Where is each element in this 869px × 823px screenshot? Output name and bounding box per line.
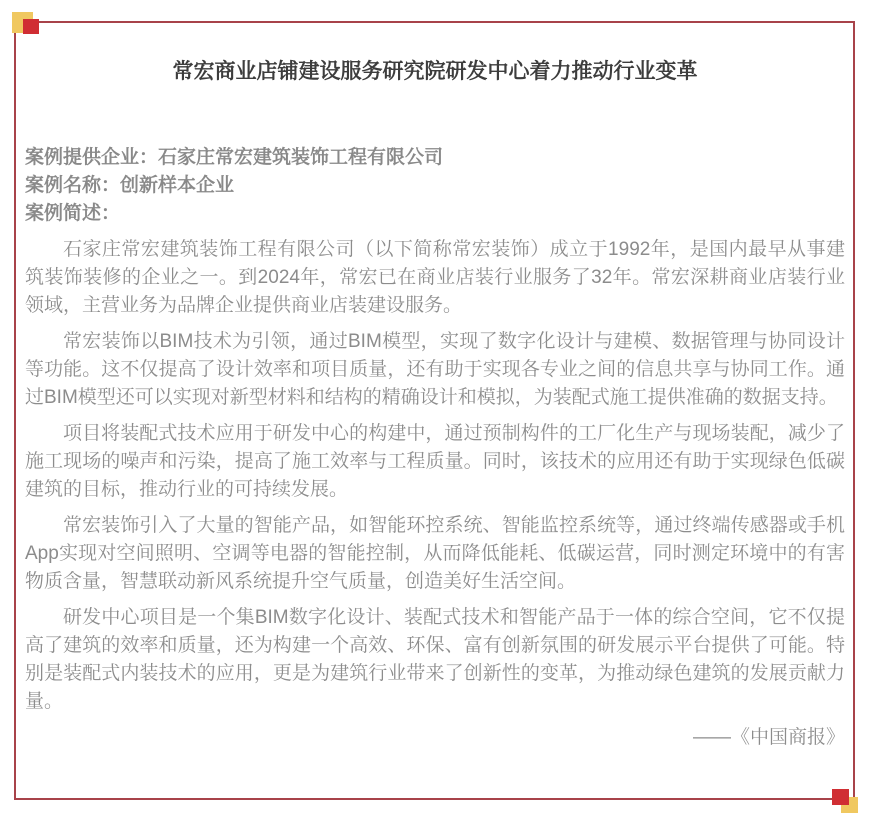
article-content bbox=[25, 58, 845, 752]
case-provider-line: 案例提供企业：石家庄常宏建筑装饰工程有限公司 bbox=[25, 147, 444, 168]
paragraph-company-intro: 石家庄常宏建筑装饰工程有限公司（以下简称常宏装饰）成立于1992年，是国内最早从事建筑装饰装修的企业之一。到2024年，常宏已在商业店装行业服务了32年。常宏深耕商业店装行业领域，主营业务为品牌企业提供商业店装建设服务。 bbox=[25, 239, 845, 316]
case-name-line: 案例名称：创新样本企业 bbox=[25, 175, 235, 196]
corner-red-square-top-left bbox=[23, 19, 39, 34]
corner-red-square-bottom-right bbox=[832, 789, 849, 805]
paragraph-smart-products: 常宏装饰引入了大量的智能产品，如智能环控系统、智能监控系统等，通过终端传感器或手机App实现对空间照明、空调等电器的智能控制，从而降低能耗、低碳运营，同时测定环境中的有害物质含量，智慧联动新风系统提升空气质量，创造美好生活空间。 bbox=[25, 515, 845, 592]
paragraph-bim-technology: 常宏装饰以BIM技术为引领，通过BIM模型，实现了数字化设计与建模、数据管理与协同设计等功能。这不仅提高了设计效率和项目质量，还有助于实现各专业之间的信息共享与协同工作。通过BIM模型还可以实现对新型材料和结构的精确设计和模拟，为装配式施工提供准确的数据支持。 bbox=[25, 331, 845, 408]
paragraph-prefabrication: 项目将装配式技术应用于研发中心的构建中，通过预制构件的工厂化生产与现场装配，减少了施工现场的噪声和污染，提高了施工效率与工程质量。同时，该技术的应用还有助于实现绿色低碳建筑的目标，推动行业的可持续发展。 bbox=[25, 423, 845, 500]
paragraph-rd-center-summary: 研发中心项目是一个集BIM数字化设计、装配式技术和智能产品于一体的综合空间，它不仅提高了建筑的效率和质量，还为构建一个高效、环保、富有创新氛围的研发展示平台提供了可能。特别是装配式内装技术的应用，更是为建筑行业带来了创新性的变革，为推动绿色建筑的发展贡献力量。 bbox=[25, 607, 845, 712]
article-title: 常宏商业店铺建设服务研究院研发中心着力推动行业变革 bbox=[172, 60, 698, 83]
case-summary-label: 案例简述： bbox=[25, 203, 121, 224]
source-attribution: ——《中国商报》 bbox=[692, 727, 845, 748]
